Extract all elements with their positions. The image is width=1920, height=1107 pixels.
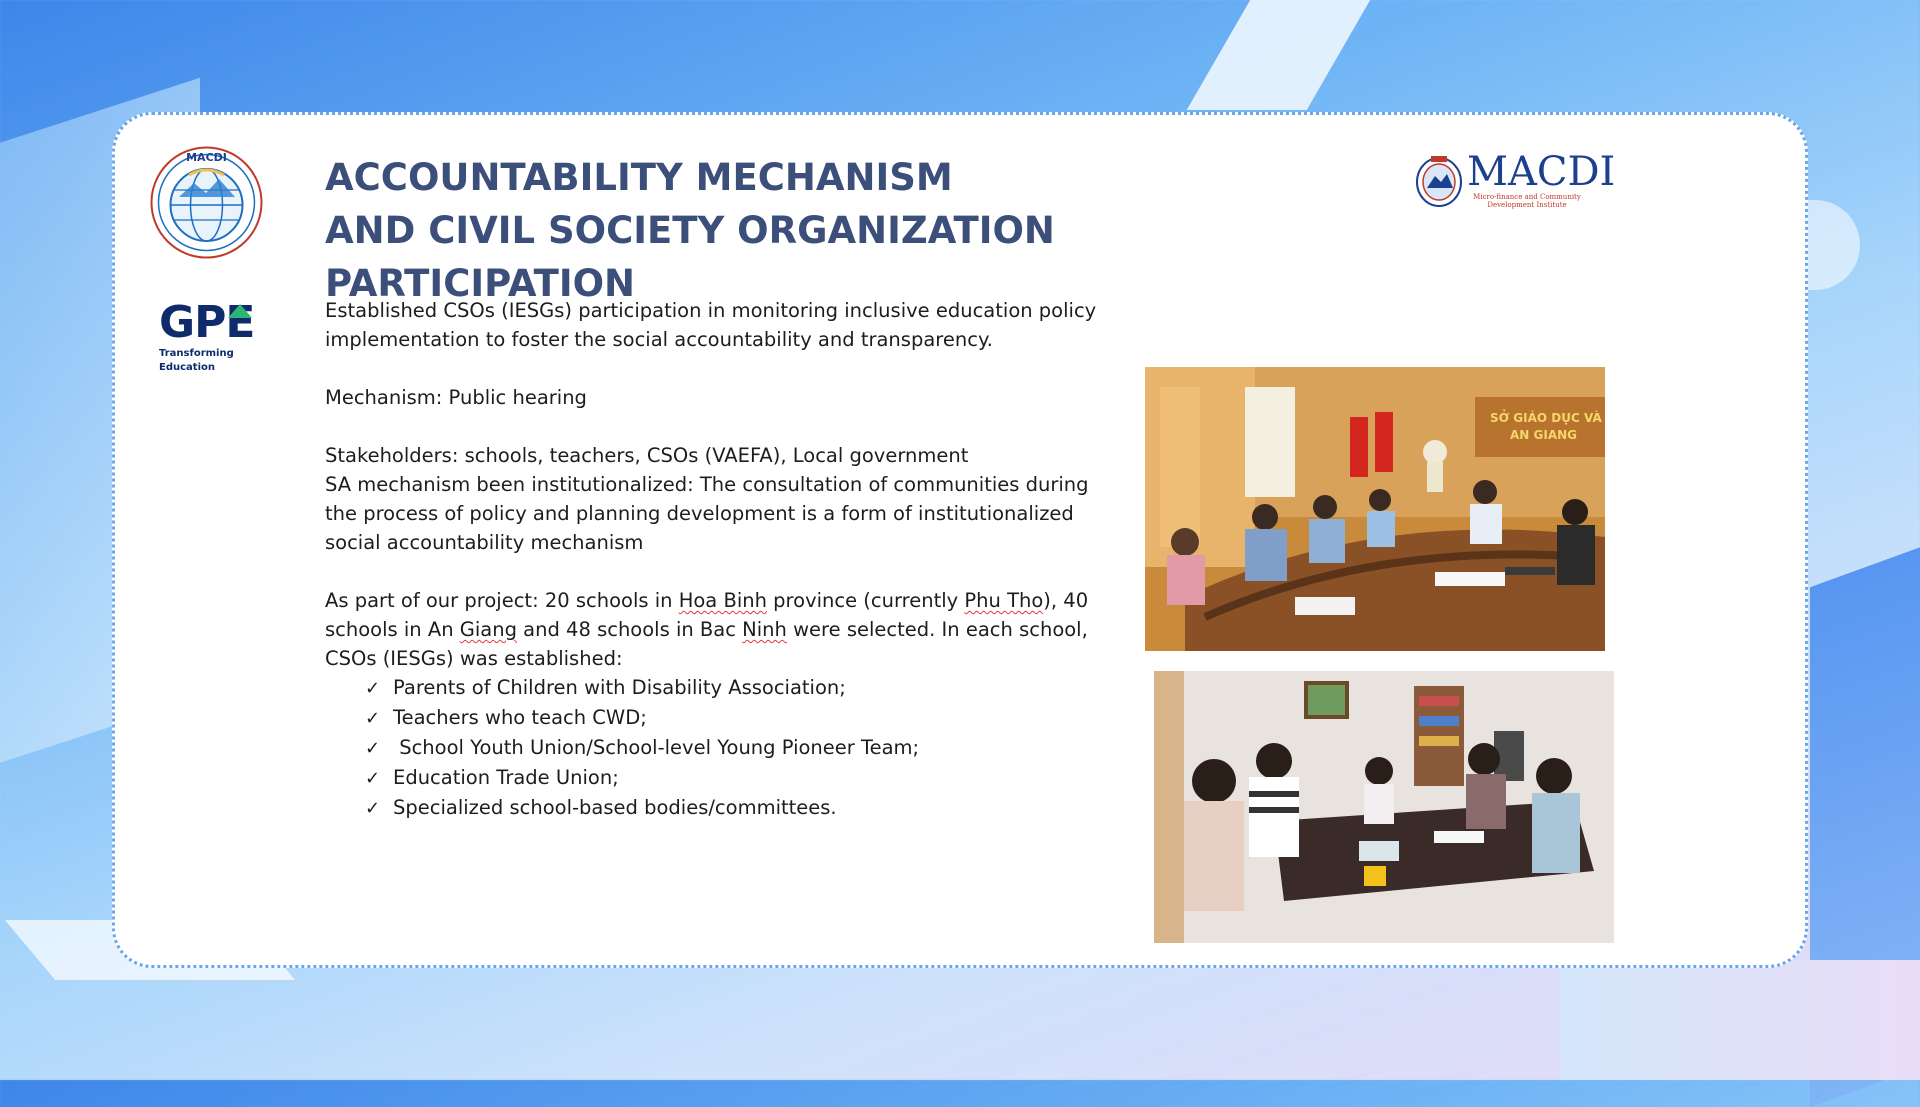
slide-body (325, 296, 1125, 823)
macdi-emblem-icon (1415, 152, 1463, 208)
spellcheck-word: Ninh (742, 618, 787, 641)
gpe-wordmark: GPE (159, 297, 255, 348)
intro-line: Established CSOs (IESGs) participation in monitoring inclusive education policy (325, 299, 1097, 322)
sa-line: social accountability mechanism (325, 531, 644, 554)
meeting-room-photo (1145, 367, 1605, 651)
list-item: ✓ Education Trade Union; (365, 763, 1125, 793)
checkmark-icon: ✓ (365, 738, 381, 759)
macdi-seal-logo (149, 145, 264, 260)
macdi-subtitle: Micro-finance and Community Development Institute (1473, 193, 1581, 209)
mechanism-text: Mechanism: Public hearing (325, 386, 587, 409)
checkmark-icon: ✓ (365, 768, 381, 789)
list-item: ✓ Specialized school-based bodies/committees. (365, 793, 1125, 823)
background-shape (1560, 960, 1920, 1080)
background-shape (1187, 0, 1394, 110)
sa-line: SA mechanism been institutionalized: The consultation of communities during (325, 473, 1089, 496)
gpe-arrow-icon (228, 304, 252, 318)
list-item: ✓ School Youth Union/School-level Young Pioneer Team; (365, 733, 1125, 763)
project-line-1: As part of our project: 20 schools in Hoa Binh province (currently Phu Tho), 40 (325, 589, 1089, 612)
list-item: ✓ Teachers who teach CWD; (365, 703, 1125, 733)
svg-text:AN GIANG: AN GIANG (1510, 428, 1578, 442)
sa-line: the process of policy and planning development is a form of institutionalized (325, 502, 1074, 525)
group-meeting-photo (1154, 671, 1614, 943)
gpe-tagline-2: Education (159, 362, 215, 373)
spellcheck-word: Hoa Binh (678, 589, 767, 612)
macdi-wordmark-logo (1415, 151, 1615, 209)
slide-title (325, 151, 1085, 310)
intro-line: implementation to foster the social accountability and transparency. (325, 328, 993, 351)
checkmark-icon: ✓ (365, 678, 381, 699)
checklist (325, 673, 1125, 823)
project-line-3: CSOs (IESGs) was established: (325, 647, 623, 670)
gpe-tagline-1: Transforming (159, 348, 234, 359)
title-line: AND CIVIL SOCIETY ORGANIZATION (325, 209, 1055, 252)
list-item: ✓ Parents of Children with Disability Association; (365, 673, 1125, 703)
checkmark-icon: ✓ (365, 798, 381, 819)
spellcheck-word: Phu Tho (964, 589, 1044, 612)
checkmark-icon: ✓ (365, 708, 381, 729)
title-line: PARTICIPATION (325, 262, 636, 305)
title-line: ACCOUNTABILITY MECHANISM (325, 156, 953, 199)
svg-text:SỞ GIÁO DỤC VÀ: SỞ GIÁO DỤC VÀ (1490, 411, 1602, 425)
project-line-2: schools in An Giang and 48 schools in Bac Ninh were selected. In each school, (325, 618, 1088, 641)
spellcheck-word: Giang (459, 618, 517, 641)
macdi-name: MACDI (1467, 149, 1616, 195)
svg-text:MACDI: MACDI (186, 151, 227, 164)
gpe-logo (159, 297, 269, 374)
slide-card (112, 112, 1808, 968)
stakeholders-text: Stakeholders: schools, teachers, CSOs (VAEFA), Local government (325, 444, 969, 467)
